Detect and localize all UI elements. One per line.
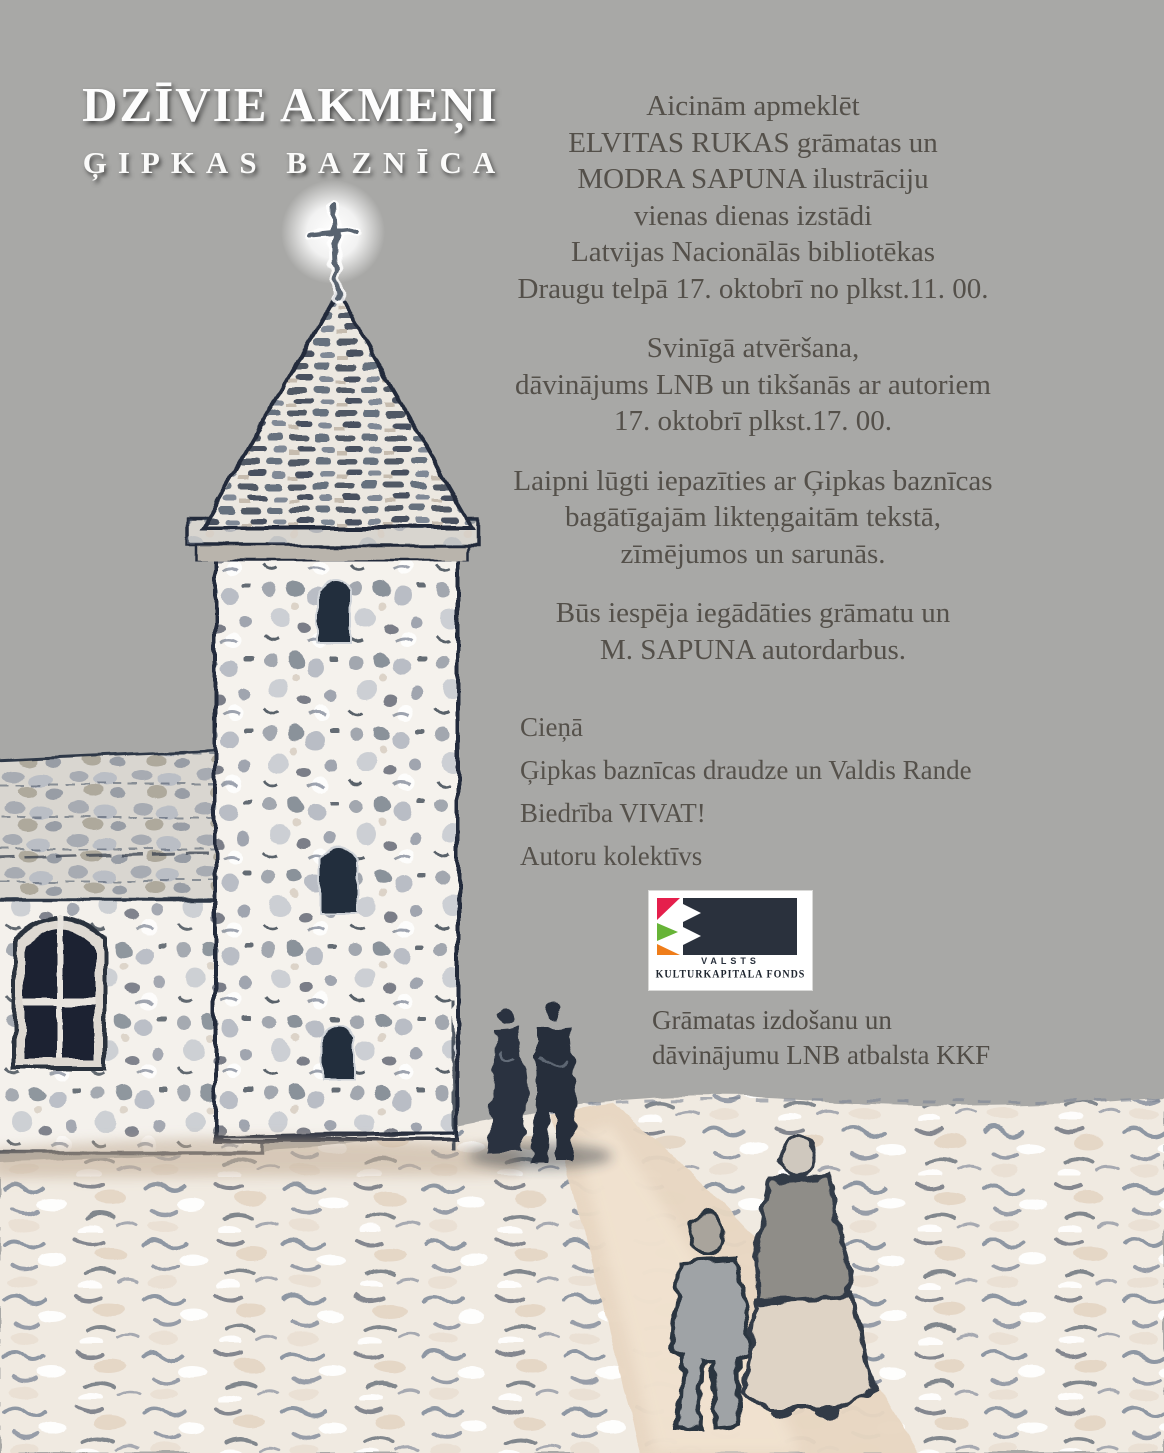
support-note [652,1003,1092,1073]
text-line: Latvijas Nacionālās bibliotēkas [570,236,935,268]
text-line: bagātīgajām likteņgaitām tekstā, [564,501,942,533]
nave-window [14,916,106,1068]
welcome-paragraph [450,463,1056,573]
purchase-paragraph [450,595,1056,668]
signature-block [520,706,1080,878]
text-line: Biedrība VIVAT! [520,798,706,828]
event-details-column [450,88,1056,668]
kkf-logo [649,891,812,990]
text-line: dāvinājums LNB un tikšanās ar autoriem [515,368,991,401]
text-line: Autoru kolektīvs [520,841,703,871]
text-line: 17. oktobrī plkst.17. 00. [614,405,892,437]
text-line: Aicinām apmeklēt [646,90,860,122]
text-line: M. SAPUNA autordarbus. [599,633,907,666]
poster-subtitle: ĢIPKAS BAZNĪCA [82,145,507,180]
text-line: Svinīgā atvēršana, [646,332,860,364]
text-line: Ģipkas baznīcas draudze un Valdis Rande [520,755,972,785]
text-line: Grāmatas izdošanu un [652,1005,892,1035]
text-line: Draugu telpā 17. oktobrī no plkst.11. 00. [517,272,989,305]
text-line: Cieņā [520,712,583,742]
opening-paragraph [450,330,1056,440]
kkf-logo-text-valsts: VALSTS [701,956,760,966]
text-line: ELVITAS RUKAS grāmatas un [568,126,938,159]
invitation-paragraph [450,88,1056,307]
kkf-logo-text-fonds: KULTURKAPITALA FONDS [655,968,806,981]
text-line: dāvinājumu LNB atbalsta KKF [652,1040,991,1070]
poster-title: DZĪVIE AKMEŅI [82,77,499,132]
text-line: Laipni lūgti iepazīties ar Ģipkas baznīcas [513,464,993,497]
text-line: MODRA SAPUNA ilustrāciju [577,163,929,195]
text-line: zīmējumos un sarunās. [620,537,886,570]
text-line: vienas dienas izstādi [633,199,873,232]
text-line: Būs iespēja iegādāties grāmatu un [555,597,951,629]
